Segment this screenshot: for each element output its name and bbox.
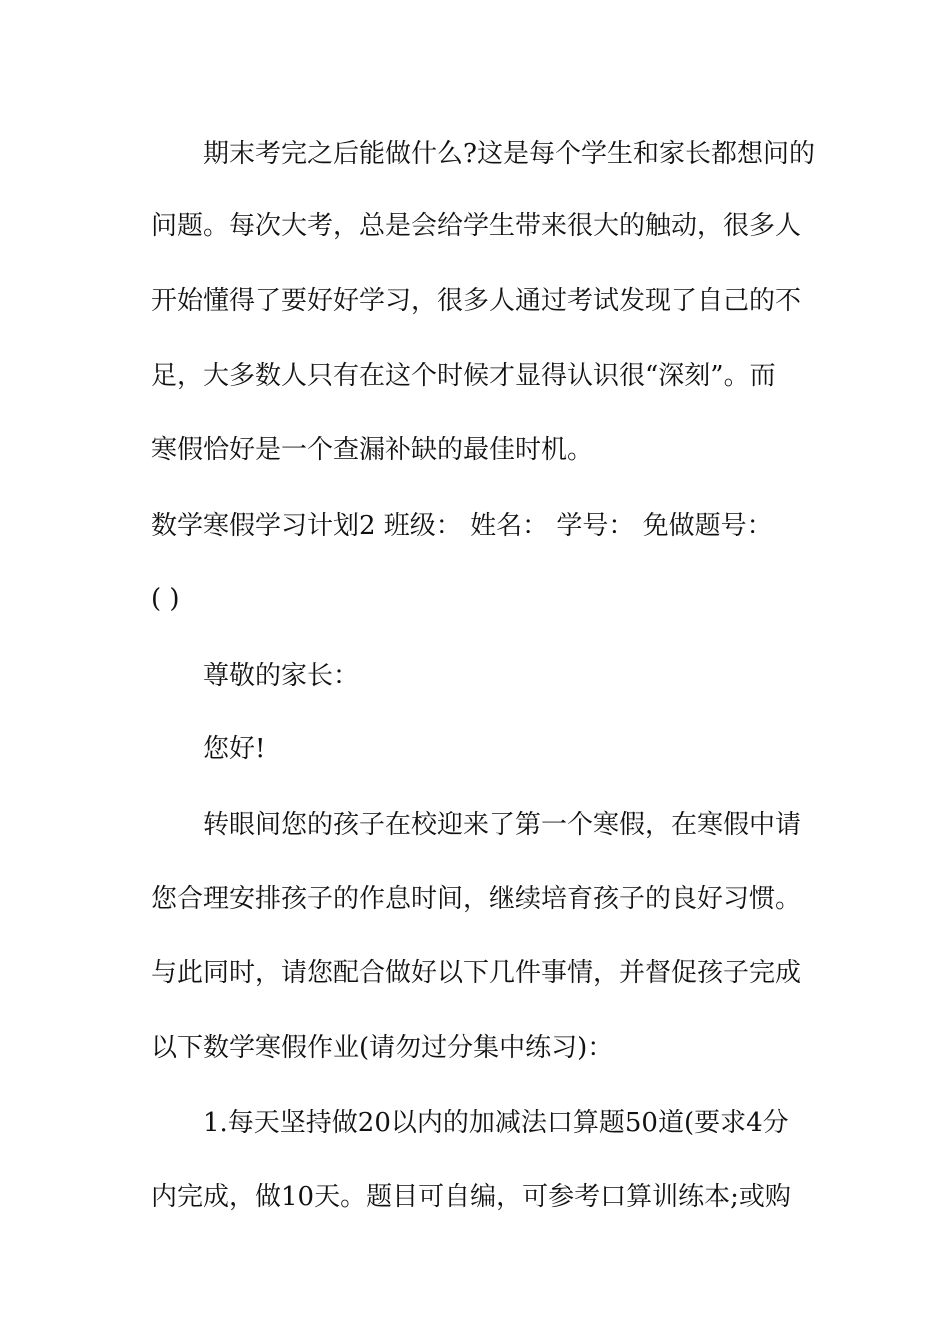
list-item-line: 内完成，做10天。题目可自编，可参考口算训练本;或购 bbox=[151, 1182, 791, 1212]
salutation: 尊敬的家长： bbox=[203, 661, 360, 691]
list-item-line: 1.每天坚持做20以内的加减法口算题50道(要求4分 bbox=[203, 1108, 789, 1138]
paragraph-line: 开始懂得了要好好学习，很多人通过考试发现了自己的不 bbox=[151, 286, 802, 316]
paragraph-line: 期末考完之后能做什么?这是每个学生和家长都想问的 bbox=[203, 139, 815, 169]
form-header-line: ( ) bbox=[151, 584, 180, 614]
greeting: 您好! bbox=[203, 734, 266, 764]
paragraph-line: 足，大多数人只有在这个时候才显得认识很“深刻”。而 bbox=[151, 361, 776, 391]
paragraph-line: 转眼间您的孩子在校迎来了第一个寒假，在寒假中请 bbox=[203, 810, 802, 840]
paragraph-line: 以下数学寒假作业(请勿过分集中练习)： bbox=[151, 1033, 614, 1063]
paragraph-line: 寒假恰好是一个查漏补缺的最佳时机。 bbox=[151, 435, 594, 465]
paragraph-line: 与此同时，请您配合做好以下几件事情，并督促孩子完成 bbox=[151, 958, 802, 988]
form-header-line: 数学寒假学习计划2 班级： 姓名： 学号： 免做题号： bbox=[151, 511, 773, 541]
paragraph-line: 问题。每次大考，总是会给学生带来很大的触动，很多人 bbox=[151, 211, 802, 241]
paragraph-line: 您合理安排孩子的作息时间，继续培育孩子的良好习惯。 bbox=[151, 884, 802, 914]
